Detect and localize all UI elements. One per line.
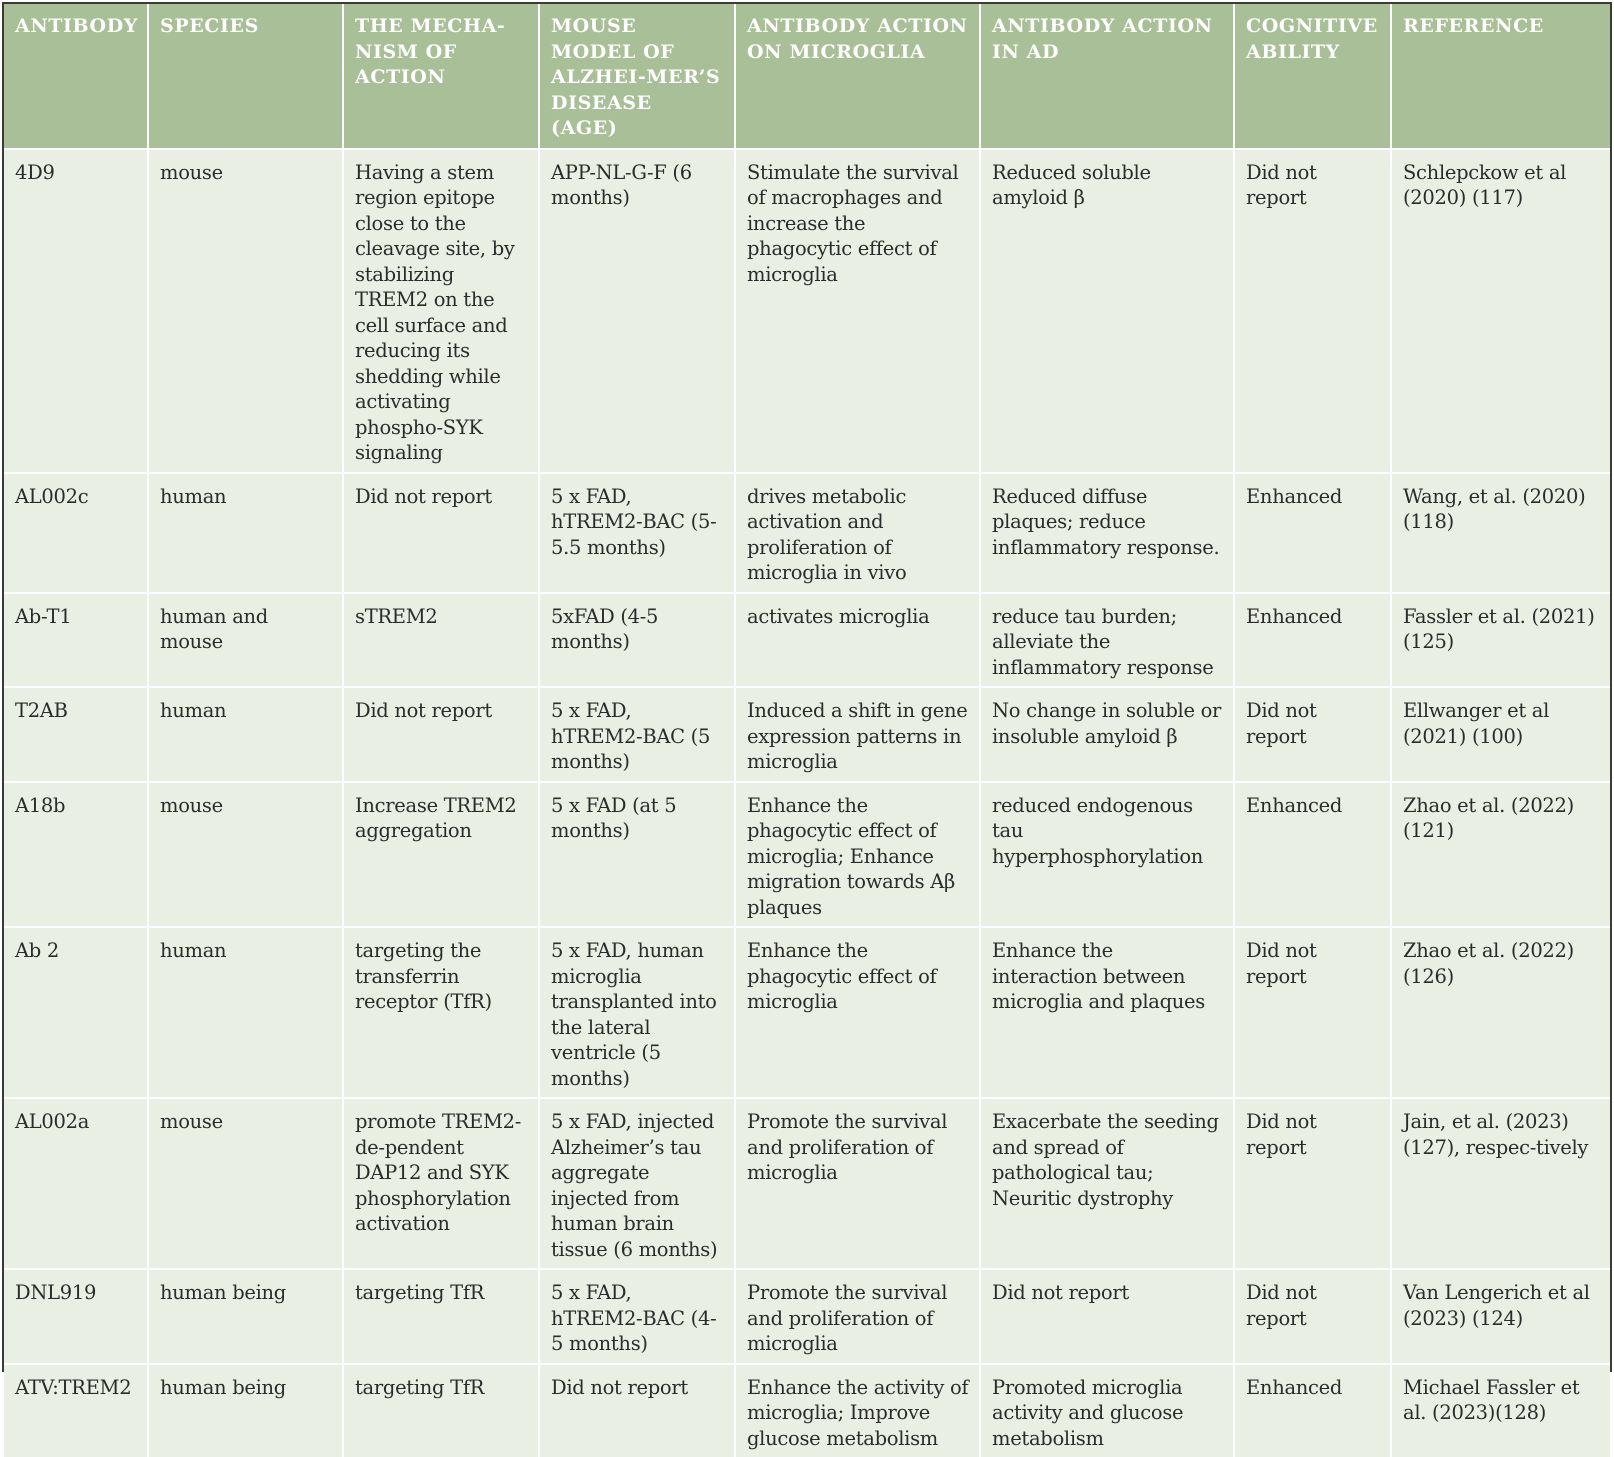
cell-ad: Did not report bbox=[980, 1269, 1234, 1364]
cell-mechanism: Did not report bbox=[343, 473, 539, 593]
cell-cognitive: Did not report bbox=[1234, 687, 1391, 782]
cell-microglia: Promote the survival and proliferation of microglia bbox=[735, 1098, 980, 1269]
cell-cognitive: Did not report bbox=[1234, 1269, 1391, 1364]
table-row bbox=[4, 473, 1610, 593]
cell-species: human bbox=[148, 927, 343, 1098]
cell-model: 5 x FAD, hTREM2-BAC (5 months) bbox=[539, 687, 735, 782]
cell-mechanism: Did not report bbox=[343, 687, 539, 782]
cell-reference: Wang, et al. (2020)(118) bbox=[1391, 473, 1610, 593]
table-row bbox=[4, 782, 1610, 928]
header-action-microglia: ANTIBODY ACTION ON MICROGLIA bbox=[735, 4, 980, 149]
cell-model: 5 x FAD, hTREM2-BAC (4-5 months) bbox=[539, 1269, 735, 1364]
cell-mechanism: promote TREM2-de-pendent DAP12 and SYK phosphorylation activation bbox=[343, 1098, 539, 1269]
cell-microglia: Stimulate the survival of macrophages and increase the phagocytic effect of microglia bbox=[735, 149, 980, 473]
header-action-ad: ANTIBODY ACTION IN AD bbox=[980, 4, 1234, 149]
cell-cognitive: Enhanced bbox=[1234, 473, 1391, 593]
table-row bbox=[4, 687, 1610, 782]
cell-species: mouse bbox=[148, 1098, 343, 1269]
header-mechanism: THE MECHA-NISM OF ACTION bbox=[343, 4, 539, 149]
cell-cognitive: Did not report bbox=[1234, 927, 1391, 1098]
cell-reference: Zhao et al. (2022)(121) bbox=[1391, 782, 1610, 928]
cell-ad: Reduced soluble amyloid β bbox=[980, 149, 1234, 473]
cell-model: 5 x FAD (at 5 months) bbox=[539, 782, 735, 928]
cell-antibody: T2AB bbox=[4, 687, 148, 782]
cell-ad: reduced endogenous tau hyperphosphorylation bbox=[980, 782, 1234, 928]
cell-species: human bbox=[148, 687, 343, 782]
cell-ad: Exacerbate the seeding and spread of pathological tau; Neuritic dystrophy bbox=[980, 1098, 1234, 1269]
cell-species: human being bbox=[148, 1269, 343, 1364]
cell-species: mouse bbox=[148, 149, 343, 473]
cell-reference: Zhao et al. (2022)(126) bbox=[1391, 927, 1610, 1098]
cell-ad: Promoted microglia activity and glucose metabolism bbox=[980, 1364, 1234, 1457]
antibody-table-container bbox=[2, 2, 1612, 1372]
cell-mechanism: targeting TfR bbox=[343, 1269, 539, 1364]
cell-reference: Schlepckow et al (2020) (117) bbox=[1391, 149, 1610, 473]
cell-species: human bbox=[148, 473, 343, 593]
cell-cognitive: Enhanced bbox=[1234, 1364, 1391, 1457]
cell-microglia: drives metabolic activation and proliferation of microglia in vivo bbox=[735, 473, 980, 593]
cell-ad: reduce tau burden; alleviate the inflammatory response bbox=[980, 593, 1234, 688]
cell-mechanism: Increase TREM2 aggregation bbox=[343, 782, 539, 928]
header-species: SPECIES bbox=[148, 4, 343, 149]
cell-antibody: Ab 2 bbox=[4, 927, 148, 1098]
cell-model: 5 x FAD, hTREM2-BAC (5-5.5 months) bbox=[539, 473, 735, 593]
header-antibody: ANTIBODY bbox=[4, 4, 148, 149]
cell-antibody: Ab-T1 bbox=[4, 593, 148, 688]
table-row bbox=[4, 1364, 1610, 1457]
cell-model: 5 x FAD, human microglia transplanted into the lateral ventricle (5 months) bbox=[539, 927, 735, 1098]
cell-cognitive: Enhanced bbox=[1234, 593, 1391, 688]
header-reference: REFERENCE bbox=[1391, 4, 1610, 149]
cell-mechanism: sTREM2 bbox=[343, 593, 539, 688]
cell-reference: Ellwanger et al (2021) (100) bbox=[1391, 687, 1610, 782]
cell-mechanism: Having a stem region epitope close to the cleavage site, by stabilizing TREM2 on the cell surface and reducing its shedding while activating phospho-SYK signaling bbox=[343, 149, 539, 473]
cell-model: 5 x FAD, injected Alzheimer’s tau aggregate injected from human brain tissue (6 months) bbox=[539, 1098, 735, 1269]
cell-antibody: DNL919 bbox=[4, 1269, 148, 1364]
table-row bbox=[4, 927, 1610, 1098]
cell-reference: Van Lengerich et al (2023) (124) bbox=[1391, 1269, 1610, 1364]
cell-antibody: AL002a bbox=[4, 1098, 148, 1269]
cell-species: mouse bbox=[148, 782, 343, 928]
table-row bbox=[4, 593, 1610, 688]
cell-microglia: activates microglia bbox=[735, 593, 980, 688]
cell-microglia: Enhance the phagocytic effect of microglia bbox=[735, 927, 980, 1098]
cell-cognitive: Did not report bbox=[1234, 1098, 1391, 1269]
table-row bbox=[4, 149, 1610, 473]
cell-cognitive: Did not report bbox=[1234, 149, 1391, 473]
header-cognitive: COGNITIVE ABILITY bbox=[1234, 4, 1391, 149]
cell-model: Did not report bbox=[539, 1364, 735, 1457]
cell-ad: Reduced diffuse plaques; reduce inflammatory response. bbox=[980, 473, 1234, 593]
header-row bbox=[4, 4, 1610, 149]
cell-microglia: Enhance the phagocytic effect of microglia; Enhance migration towards Aβ plaques bbox=[735, 782, 980, 928]
cell-microglia: Promote the survival and proliferation of microglia bbox=[735, 1269, 980, 1364]
table-row bbox=[4, 1098, 1610, 1269]
cell-mechanism: targeting TfR bbox=[343, 1364, 539, 1457]
cell-model: 5xFAD (4-5 months) bbox=[539, 593, 735, 688]
header-mouse-model: MOUSE MODEL OF ALZHEI-MER’S DISEASE (AGE) bbox=[539, 4, 735, 149]
cell-mechanism: targeting the transferrin receptor (TfR) bbox=[343, 927, 539, 1098]
cell-species: human and mouse bbox=[148, 593, 343, 688]
cell-reference: Michael Fassler et al. (2023)(128) bbox=[1391, 1364, 1610, 1457]
cell-reference: Fassler et al. (2021) (125) bbox=[1391, 593, 1610, 688]
cell-cognitive: Enhanced bbox=[1234, 782, 1391, 928]
cell-reference: Jain, et al. (2023) (127), respec-tively bbox=[1391, 1098, 1610, 1269]
trem2-antibody-table bbox=[4, 4, 1610, 1457]
cell-antibody: A18b bbox=[4, 782, 148, 928]
cell-model: APP-NL-G-F (6 months) bbox=[539, 149, 735, 473]
cell-species: human being bbox=[148, 1364, 343, 1457]
cell-microglia: Induced a shift in gene expression patterns in microglia bbox=[735, 687, 980, 782]
cell-ad: Enhance the interaction between microglia and plaques bbox=[980, 927, 1234, 1098]
cell-antibody: ATV:TREM2 bbox=[4, 1364, 148, 1457]
cell-antibody: 4D9 bbox=[4, 149, 148, 473]
cell-ad: No change in soluble or insoluble amyloid β bbox=[980, 687, 1234, 782]
table-row bbox=[4, 1269, 1610, 1364]
cell-antibody: AL002c bbox=[4, 473, 148, 593]
cell-microglia: Enhance the activity of microglia; Improve glucose metabolism bbox=[735, 1364, 980, 1457]
